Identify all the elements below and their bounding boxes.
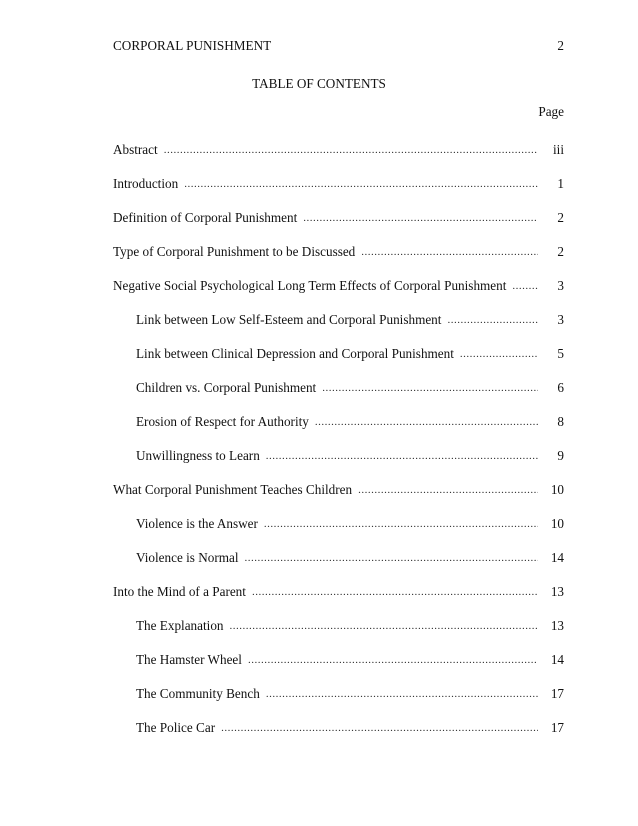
toc-entry-page: 17 [550,720,564,735]
toc-entry-page: iii [553,142,564,157]
toc-entry-page: 10 [550,516,564,531]
dot-leader [184,176,538,192]
toc-entry-title: Negative Social Psychological Long Term Effects of Corporal Punishment [113,278,507,293]
toc-entry [113,244,564,278]
toc-entry-title: Violence is Normal [136,550,239,565]
dot-leader [230,618,538,634]
toc-entry-title: Introduction [113,176,179,191]
toc-entry-page: 2 [557,244,564,259]
toc-entry-title: Abstract [113,142,158,157]
dot-leader [303,210,538,226]
toc-entry [113,516,564,550]
toc-entry-title: Definition of Corporal Punishment [113,210,298,225]
toc-entry [113,210,564,244]
dot-leader [512,278,538,294]
dot-leader [447,312,538,328]
toc-entry [113,142,564,176]
toc-entry [113,448,564,482]
toc-entry-page: 13 [550,584,564,599]
toc-entry-page: 9 [557,448,564,463]
toc-entry-title: The Explanation [136,618,224,633]
dot-leader [460,346,538,362]
toc-entry-page: 14 [550,550,564,565]
toc-entry-title: Link between Low Self-Esteem and Corporal Punishment [136,312,442,327]
toc-entry [113,550,564,584]
toc-entry [113,720,564,754]
toc-entry [113,618,564,652]
table-of-contents [113,142,564,754]
toc-entry [113,482,564,516]
toc-entry [113,584,564,618]
dot-leader [266,448,538,464]
dot-leader [164,142,538,158]
toc-entry-title: Into the Mind of a Parent [113,584,246,599]
toc-entry-title: Children vs. Corporal Punishment [136,380,317,395]
page-number: 2 [557,38,564,53]
dot-leader [358,482,538,498]
dot-leader [221,720,538,736]
dot-leader [264,516,538,532]
dot-leader [322,380,538,396]
toc-entry [113,652,564,686]
toc-entry [113,380,564,414]
toc-entry-title: The Community Bench [136,686,260,701]
dot-leader [244,550,538,566]
toc-entry [113,176,564,210]
toc-entry-page: 3 [557,312,564,327]
toc-entry [113,278,564,312]
toc-entry-title: Violence is the Answer [136,516,258,531]
toc-entry-page: 14 [550,652,564,667]
toc-entry-title: Link between Clinical Depression and Corporal Punishment [136,346,454,361]
toc-entry [113,414,564,448]
dot-leader [248,652,538,668]
dot-leader [266,686,538,702]
toc-entry-page: 10 [550,482,564,497]
dot-leader [361,244,538,260]
toc-entry-page: 8 [557,414,564,429]
page-header [113,38,564,54]
toc-entry-title: What Corporal Punishment Teaches Children [113,482,353,497]
toc-entry-page: 1 [557,176,564,191]
dot-leader [315,414,538,430]
toc-entry-title: The Hamster Wheel [136,652,242,667]
toc-title: TABLE OF CONTENTS [252,76,386,91]
toc-entry [113,346,564,380]
toc-entry-title: The Police Car [136,720,216,735]
toc-entry-page: 6 [557,380,564,395]
toc-entry-title: Erosion of Respect for Authority [136,414,309,429]
toc-entry-page: 17 [550,686,564,701]
toc-entry-page: 2 [557,210,564,225]
running-head: CORPORAL PUNISHMENT [113,38,272,53]
toc-entry-title: Unwillingness to Learn [136,448,260,463]
toc-entry [113,312,564,346]
toc-entry-page: 5 [557,346,564,361]
page-column-label: Page [538,104,564,119]
toc-entry-title: Type of Corporal Punishment to be Discussed [113,244,356,259]
toc-entry [113,686,564,720]
toc-entry-page: 13 [550,618,564,633]
dot-leader [252,584,538,600]
toc-entry-page: 3 [557,278,564,293]
